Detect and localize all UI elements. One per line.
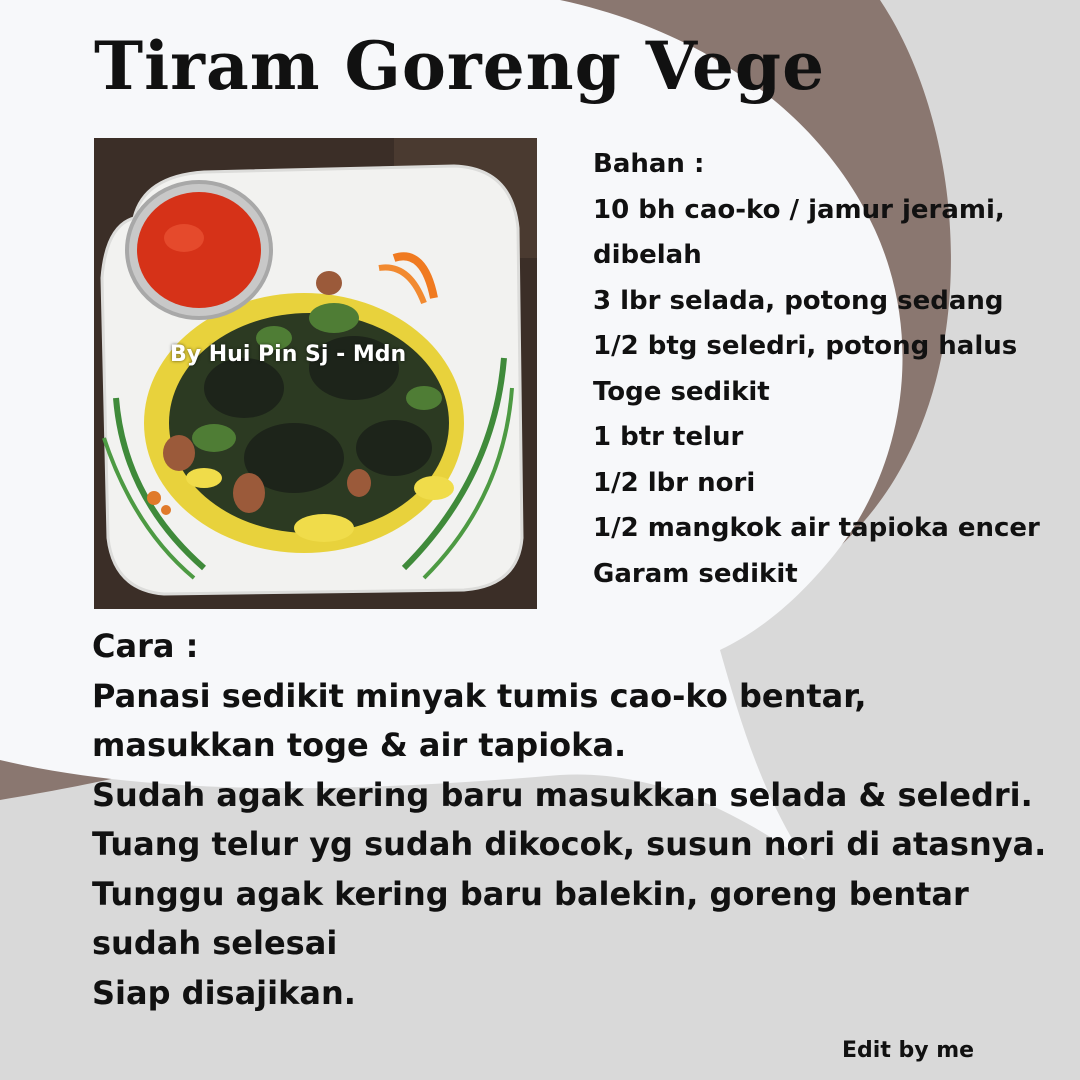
method-step-line: Tunggu agak kering baru balekin, goreng bentar — [92, 874, 969, 913]
method-step-line: Tuang telur yg sudah dikocok, susun nori di atasnya. — [92, 825, 1047, 863]
ingredient-item: Garam sedikit — [593, 558, 798, 589]
method-heading: Cara : — [92, 627, 199, 665]
ingredient-item: Toge sedikit — [593, 376, 770, 407]
ingredient-item: 1/2 btg seledri, potong halus — [593, 331, 1018, 361]
photo-watermark: By Hui Pin Sj - Mdn — [170, 342, 407, 367]
method-section — [92, 622, 1062, 1018]
ingredient-item: 10 bh cao-ko / jamur jerami, dibelah — [593, 194, 1005, 270]
page-title: Tiram Goreng Vege — [94, 27, 826, 105]
ingredient-item: 1/2 mangkok air tapioka encer — [593, 513, 1040, 543]
method-step-line: sudah selesai — [92, 924, 338, 962]
ingredients-section — [593, 142, 1063, 597]
credit-text: Edit by me — [842, 1038, 975, 1063]
ingredients-heading: Bahan : — [593, 149, 705, 179]
ingredient-item: 1/2 lbr nori — [593, 467, 756, 498]
method-step-line: Panasi sedikit minyak tumis cao-ko bentar, — [92, 676, 867, 715]
method-step-line: Siap disajikan. — [92, 973, 356, 1012]
ingredient-item: 3 lbr selada, potong sedang — [593, 285, 1004, 316]
method-step-line: masukkan toge & air tapioka. — [92, 726, 627, 764]
method-step-line: Sudah agak kering baru masukkan selada & seledri. — [92, 775, 1033, 814]
omelette-plate-image — [94, 138, 537, 609]
ingredient-item: 1 btr telur — [593, 422, 744, 452]
dish-photo — [94, 138, 537, 609]
